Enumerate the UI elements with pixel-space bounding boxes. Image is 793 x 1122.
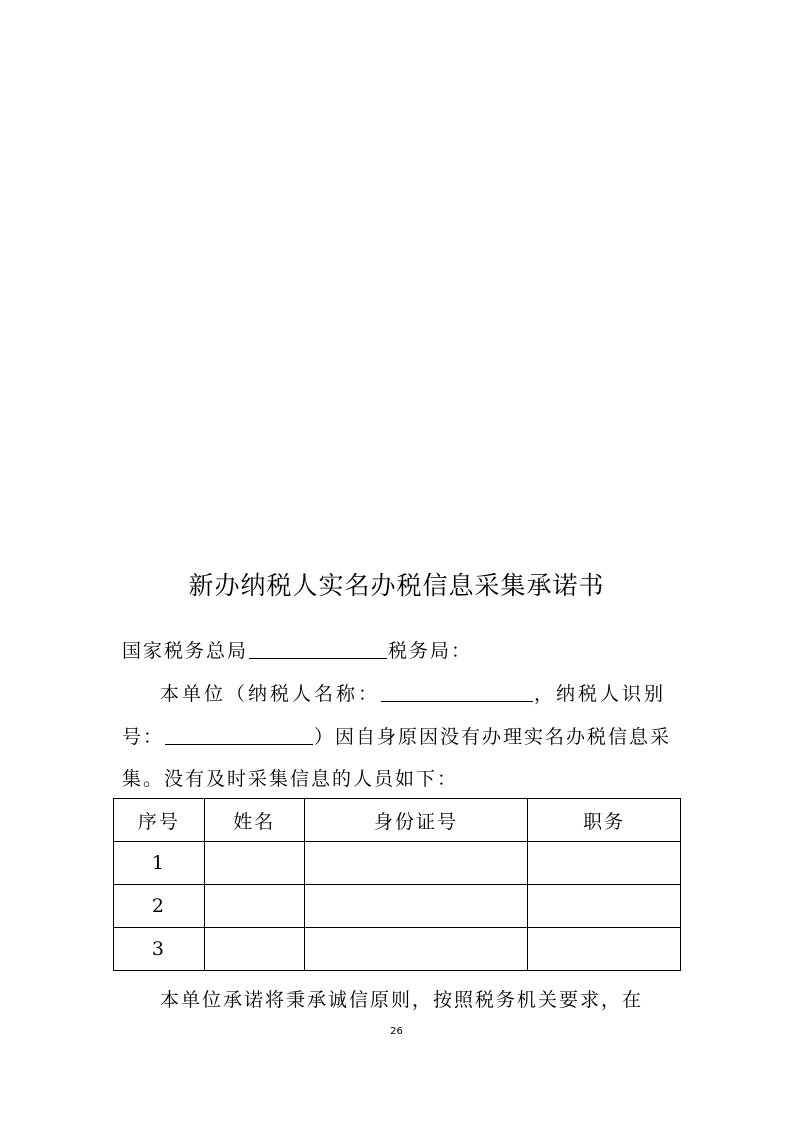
table-row	[114, 842, 681, 885]
cell-position[interactable]	[528, 885, 681, 928]
cell-id-number[interactable]	[304, 885, 528, 928]
cell-name[interactable]	[204, 928, 304, 971]
taxpayer-id-line	[122, 722, 671, 752]
taxpayer-name-label: 本单位（纳税人名称：	[160, 683, 381, 705]
header-serial: 序号	[114, 799, 205, 842]
cell-serial: 2	[114, 885, 205, 928]
taxpayer-id-label: ，纳税人识别	[534, 683, 667, 705]
tax-bureau-blank[interactable]	[249, 638, 387, 659]
cell-position[interactable]	[528, 842, 681, 885]
document-title: 新办纳税人实名办税信息采集承诺书	[188, 571, 605, 600]
reason-text: ）因自身原因没有办理实名办税信息采	[314, 726, 672, 748]
taxpayer-name-blank[interactable]	[381, 681, 533, 702]
page-number: 26	[390, 1026, 403, 1037]
header-name: 姓名	[204, 799, 304, 842]
commitment-text-line: 本单位承诺将秉承诚信原则，按照税务机关要求，在	[160, 989, 644, 1011]
table-header-row	[114, 799, 681, 842]
cell-name[interactable]	[204, 885, 304, 928]
taxpayer-name-line	[160, 679, 666, 709]
intro-text-line: 集。没有及时采集信息的人员如下：	[122, 768, 459, 790]
taxpayer-id-prefix: 号：	[122, 726, 165, 748]
cell-name[interactable]	[204, 842, 304, 885]
personnel-table	[113, 798, 681, 971]
addressee-suffix: 税务局：	[388, 640, 473, 662]
header-position: 职务	[528, 799, 681, 842]
cell-position[interactable]	[528, 928, 681, 971]
addressee-prefix: 国家税务总局	[122, 640, 249, 662]
table-row	[114, 928, 681, 971]
cell-id-number[interactable]	[304, 842, 528, 885]
addressee-line	[122, 636, 472, 666]
taxpayer-id-blank[interactable]	[165, 724, 313, 745]
cell-serial: 1	[114, 842, 205, 885]
header-id-number: 身份证号	[304, 799, 528, 842]
table-row	[114, 885, 681, 928]
cell-serial: 3	[114, 928, 205, 971]
cell-id-number[interactable]	[304, 928, 528, 971]
